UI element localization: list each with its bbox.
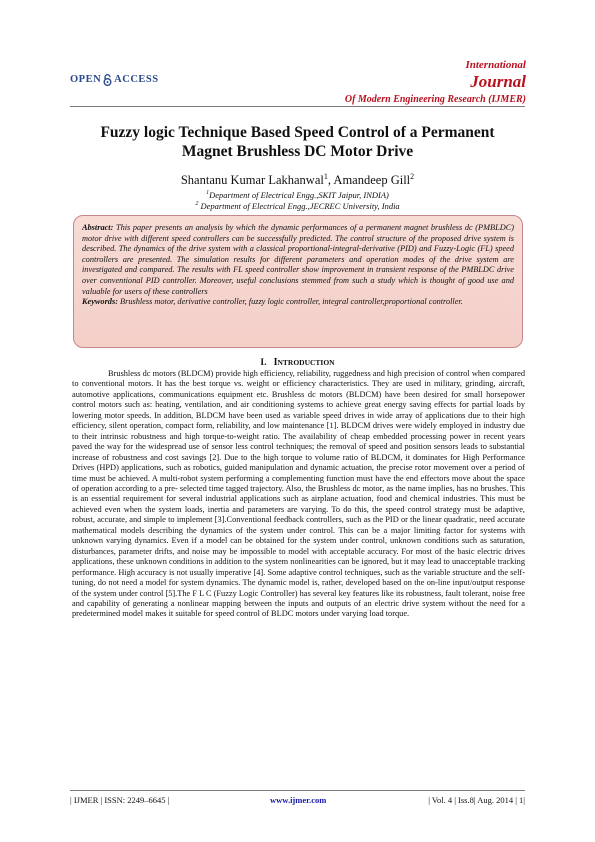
journal-line-name: Of Modern Engineering Research (IJMER): [344, 94, 526, 105]
footer-website-link[interactable]: www.ijmer.com: [270, 795, 327, 805]
abstract-label: Abstract:: [82, 223, 114, 232]
affiliation-2: [60, 201, 535, 211]
affiliation-2-text: Department of Electrical Engg.,JECREC University, India: [198, 201, 400, 211]
journal-line-journal: Journal: [470, 72, 526, 91]
journal-line-international: International: [465, 59, 526, 71]
author-1: Shantanu Kumar Lakhanwal: [180, 173, 324, 188]
section-heading: [60, 357, 535, 368]
section-title-rest: NTRODUCTION: [277, 358, 335, 367]
affiliation-1: [60, 190, 535, 200]
affiliation-1-sup: 1: [206, 190, 210, 197]
abstract-paragraph: [82, 223, 514, 297]
open-access-text-right: ACCESS: [114, 74, 159, 85]
paper-title-line-1: Fuzzy logic Technique Based Speed Control of a Permanent: [100, 124, 495, 141]
journal-masthead: [226, 0, 526, 110]
section-title-initial: I: [273, 357, 278, 368]
author-separator: ,: [327, 173, 334, 188]
header-divider: [70, 106, 525, 107]
author-1-sup: 1: [323, 172, 328, 181]
open-access-logo: [70, 74, 159, 85]
author-list: [60, 172, 535, 188]
footer-volume: | Vol. 4 | Iss.8| Aug. 2014 | 1|: [428, 795, 525, 805]
keywords-label: Keywords:: [82, 297, 118, 307]
author-2: Amandeep Gill: [333, 173, 411, 188]
footer-divider: [70, 790, 525, 791]
footer-issn: | IJMER | ISSN: 2249–6645 |: [70, 795, 170, 805]
body-paragraph: Brushless dc motors (BLDCM) provide high efficiency, reliability, ruggedness and high precision of control when compared to conventional motors. It has the best torque vs. weight or efficiency characteristics. They are used in military, grinding, aircraft, automotive applications, communications equipment etc. Brushless dc motors (BLDCM) have been desired for small horsepower control motors such as: heating, ventilation, and air conditioning systems to achieve great energy saving effects for partial loads by lowering motor speeds. In addition, BLDCM have been used as variable speed drives in wide array of applications due to their high efficiency, silent operation, compact form, reliability, and low maintenance [1]. BLDCM drives were widely employed in industry due to their intrinsic robustness and high torque-to-weight ratio. The availability of cheap embedded processing power in recent years paved the way for the widespread use of sensor less control techniques; the removal of speed and position sensors leads to substantial increase of robustness and cost savings [2]. Due to the high torque to volume ratio of BLDCM, it dominates for High Performance Drives (HPD) applications, such as robotics, guided manipulation and dynamic actuation, the precise rotor movement over a period of time must be achieved. A multi-robot system performing a complementing function must have the end effectors move about the space of operation according to a pre- selected time tagged trajectory. Also, the Brushless dc motor, as the name implies, has no brushes. This is an essential requirement for several industrial applications such as airplane actuation, food and chemical industries. This must be achieved even when the system loads, inertia and parameters are varying. To do this, the speed control strategy must be adaptive, robust, accurate, and simple to implement [3].Conventional feedback controllers, such as the PID or the linear quadratic, need accurate mathematical models describing the dynamics of the system under control. This can be a major limiting factor for systems with unknown varying dynamics. Even if a model can be obtained for the system under control, unknown conditions such as saturation, disturbances, parameter drifts, and noise may be impossible to model with acceptable accuracy. For most of the basic electric drives applications, these unknown conditions in addition to the system nonlinearities can be ignored, but it may lead to unacceptable tracking performance. High accuracy is not usually imperative [4]. Some adaptive control techniques, such as the variable structure and the self-tuning, do not need a model for system dynamics. The dynamic model is, rather, developed based on the on-line input/output response of the system under control [5].The F L C (Fuzzy Logic Controller) has several key features like its robustness, fault tolerant, noise free and capability of generating a nonlinear mapping between the inputs and outputs of an electric drive system without the need for a predetermined model makes it suitable for speed control of BLDC motors under varying load torque.: [72, 369, 525, 619]
affiliation-1-text: Department of Electrical Engg.,SKIT Jaipur, INDIA): [209, 190, 389, 200]
keywords-text: Brushless motor, derivative controller, fuzzy logic controller, integral controller,proportional controller.: [117, 297, 463, 307]
open-access-text-left: OPEN: [70, 74, 102, 85]
keywords-paragraph: [82, 297, 514, 308]
affiliation-2-sup: 2: [195, 201, 199, 208]
abstract-box: [73, 215, 523, 348]
open-lock-icon: [103, 74, 112, 85]
paper-title: [60, 123, 535, 161]
section-number: I.: [260, 358, 267, 368]
paper-title-line-2: Magnet Brushless DC Motor Drive: [181, 143, 414, 160]
abstract-text: This paper presents an analysis by which the dynamic performances of a permanent magnet brushless dc (PMBLDC) motor drive with different speed controllers can be successfully predicted. The control structure of the proposed drive system is described. The dynamics of the drive system with a classical proportional-integral-derivative (PID) and Fuzzy-Logic (FL) speed controllers are presented. The simulation results for different parameters and operation modes of the drive system are investigated and compared. The results with FL speed controller show improvement in transient response of the PMBLDC drive over conventional PID controller. Moreover, useful conclusions stemmed from such a study which is thought of good use and valuable for users of these controllers: [82, 223, 514, 296]
author-2-sup: 2: [410, 172, 415, 181]
